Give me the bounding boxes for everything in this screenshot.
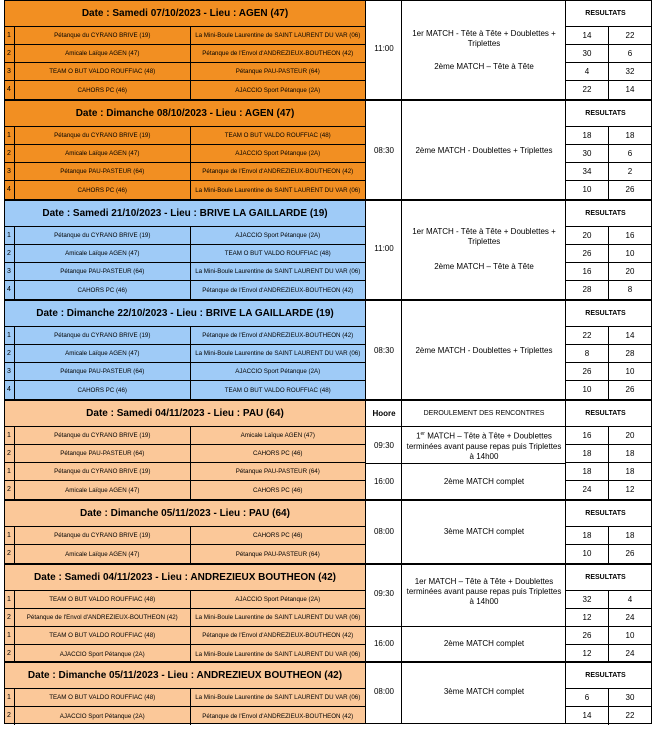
match-day-block: [4, 564, 652, 662]
home-team: Amicale Laïque AGEN (47): [15, 145, 191, 162]
schedule-panel: [366, 500, 566, 564]
home-team: AJACCIO Sport Pétanque (2A): [15, 645, 191, 663]
results-panel: [566, 400, 652, 500]
table-row: 1 TEAM O BUT VALDO ROUFFIAC (48) AJACCIO Sport Pétanque (2A): [5, 591, 365, 609]
score-row: 16 20: [566, 263, 651, 281]
away-team: La Mini-Boule Laurentine de SAINT LAURENT DU VAR (06): [195, 350, 361, 357]
home-team: TEAM O BUT VALDO ROUFFIAC (48): [15, 689, 191, 706]
score-row: 26 10: [566, 627, 651, 645]
results-panel: [566, 0, 652, 100]
table-row: 3 Pétanque PAU-PASTEUR (64) Pétanque de l'Envol d'ANDREZIEUX-BOUTHEON (42): [5, 163, 365, 181]
table-row: 4 CAHORS PC (46) AJACCIO Sport Pétanque (2A): [5, 81, 365, 99]
block-title: Date : Dimanche 05/11/2023 - Lieu : PAU (64): [5, 501, 365, 527]
match-day-block: [4, 662, 652, 724]
score-row: 28 8: [566, 281, 651, 299]
heure-header: Hoore: [372, 409, 396, 418]
score-row: 34 2: [566, 163, 651, 181]
score-row: 30 6: [566, 45, 651, 63]
table-row: 2 Amicale Laïque AGEN (47) La Mini-Boule Laurentine de SAINT LAURENT DU VAR (06): [5, 345, 365, 363]
away-team: TEAM O BUT VALDO ROUFFIAC (48): [224, 386, 331, 394]
away-team: La Mini-Boule Laurentine de SAINT LAURENT DU VAR (06): [195, 268, 361, 275]
results-panel: [566, 564, 652, 662]
results-header: RESULTATS: [566, 663, 651, 689]
away-team: Amicale Laïque AGEN (47): [240, 432, 315, 439]
schedule-panel: [366, 0, 566, 100]
score-row: 4 32: [566, 63, 651, 81]
score-row: 26 10: [566, 245, 651, 263]
match-day-block: [4, 0, 652, 100]
results-panel: [566, 662, 652, 724]
score-row: 12 24: [566, 609, 651, 627]
away-team: Pétanque de l'Envol d'ANDREZIEUX-BOUTHEON (42): [202, 168, 354, 175]
score-row: 18 18: [566, 527, 651, 545]
away-team: Pétanque de l'Envol d'ANDREZIEUX-BOUTHEON (42): [202, 286, 354, 294]
score-row: 26 10: [566, 363, 651, 381]
table-row: 1 Pétanque du CYRANO BRIVE (19) CAHORS PC (46): [5, 527, 365, 545]
table-row: 4 CAHORS PC (46) TEAM O BUT VALDO ROUFFIAC (48): [5, 381, 365, 399]
results-panel: [566, 300, 652, 400]
table-row: 2 Amicale Laïque AGEN (47) AJACCIO Sport Pétanque (2A): [5, 145, 365, 163]
results-header: RESULTATS: [566, 101, 651, 127]
table-row: 4 CAHORS PC (46) La Mini-Boule Laurentine de SAINT LAURENT DU VAR (06): [5, 181, 365, 199]
home-team: AJACCIO Sport Pétanque (2A): [15, 707, 191, 725]
block-title: Date : Samedi 07/10/2023 - Lieu : AGEN (47): [5, 1, 365, 27]
match-time: 09:30: [373, 441, 395, 450]
fixtures-panel: [4, 662, 366, 724]
home-team: CAHORS PC (46): [15, 81, 191, 99]
table-row: 4 CAHORS PC (46) Pétanque de l'Envol d'ANDREZIEUX-BOUTHEON (42): [5, 281, 365, 299]
away-team: TEAM O BUT VALDO ROUFFIAC (48): [224, 132, 331, 139]
away-team: Pétanque de l'Envol d'ANDREZIEUX-BOUTHEON (42): [202, 50, 354, 57]
match-time: 08:30: [373, 346, 395, 355]
away-team: La Mini-Boule Laurentine de SAINT LAURENT DU VAR (06): [195, 186, 361, 194]
table-row: 1 Pétanque du CYRANO BRIVE (19) La Mini-Boule Laurentine de SAINT LAURENT DU VAR (06): [5, 27, 365, 45]
match-description: 1er MATCH - Tête à Tête + Doublettes + Triplettes: [412, 29, 556, 48]
home-team: Amicale Laïque AGEN (47): [15, 545, 191, 563]
schedule-panel: [366, 564, 566, 662]
table-row: 2 AJACCIO Sport Pétanque (2A) La Mini-Boule Laurentine de SAINT LAURENT DU VAR (06): [5, 645, 365, 663]
results-header: RESULTATS: [566, 1, 651, 27]
table-row: 1 TEAM O BUT VALDO ROUFFIAC (48) Pétanque de l'Envol d'ANDREZIEUX-BOUTHEON (42): [5, 627, 365, 645]
home-team: Amicale Laïque AGEN (47): [15, 45, 191, 62]
score-row: 22 14: [566, 327, 651, 345]
block-title: Date : Samedi 04/11/2023 - Lieu : ANDREZIEUX BOUTHEON (42): [5, 565, 365, 591]
table-row: 2 Pétanque de l'Envol d'ANDREZIEUX-BOUTHEON (42) La Mini-Boule Laurentine de SAINT LAURENT DU VAR (06): [5, 609, 365, 627]
match-day-block: [4, 300, 652, 400]
match-time: 08:00: [373, 527, 395, 536]
home-team: Amicale Laïque AGEN (47): [15, 245, 191, 262]
home-team: Amicale Laïque AGEN (47): [15, 481, 191, 499]
table-row: 1 Pétanque du CYRANO BRIVE (19) Pétanque de l'Envol d'ANDREZIEUX-BOUTHEON (42): [5, 327, 365, 345]
score-row: 10 26: [566, 381, 651, 399]
score-row: 6 30: [566, 689, 651, 707]
deroulement-header: DEROULEMENT DES RENCONTRES: [423, 410, 545, 417]
schedule-panel: [366, 100, 566, 200]
table-row: 1 TEAM O BUT VALDO ROUFFIAC (48) La Mini-Boule Laurentine de SAINT LAURENT DU VAR (06): [5, 689, 365, 707]
score-row: 18 18: [566, 127, 651, 145]
score-row: 24 12: [566, 481, 651, 499]
away-team: AJACCIO Sport Pétanque (2A): [235, 368, 321, 375]
home-team: TEAM O BUT VALDO ROUFFIAC (48): [15, 591, 191, 608]
match-description: 2ème MATCH - Doublettes + Triplettes: [415, 346, 553, 355]
block-title: Date : Dimanche 22/10/2023 - Lieu : BRIVE LA GAILLARDE (19): [5, 301, 365, 327]
match-description: 2ème MATCH – Tête à Tête: [434, 262, 534, 271]
match-time: 11:00: [374, 244, 394, 253]
home-team: Pétanque du CYRANO BRIVE (19): [15, 527, 191, 544]
away-team: CAHORS PC (46): [252, 450, 303, 457]
match-day-block: [4, 500, 652, 564]
match-description: 2ème MATCH complet: [443, 477, 525, 486]
table-row: 1 Pétanque du CYRANO BRIVE (19) TEAM O BUT VALDO ROUFFIAC (48): [5, 127, 365, 145]
table-row: 2 Pétanque PAU-PASTEUR (64) CAHORS PC (46): [5, 445, 365, 463]
match-description: 1er MATCH – Tête à Tête + Doublettes terminées avant pause repas puis Triplettes à 14h00: [406, 431, 562, 461]
home-team: Pétanque PAU-PASTEUR (64): [15, 263, 191, 280]
home-team: Pétanque du CYRANO BRIVE (19): [15, 327, 191, 344]
match-description: 1er MATCH – Tête à Tête + Doublettes terminées avant pause repas puis Triplettes à 14h00: [406, 577, 562, 606]
results-header: RESULTATS: [566, 201, 651, 227]
match-time: 11:00: [374, 44, 394, 53]
results-panel: [566, 200, 652, 300]
table-row: 2 Amicale Laïque AGEN (47) CAHORS PC (46): [5, 481, 365, 499]
home-team: Pétanque PAU-PASTEUR (64): [15, 363, 191, 380]
fixtures-panel: [4, 200, 366, 300]
home-team: Amicale Laïque AGEN (47): [15, 345, 191, 362]
schedule-panel: [366, 300, 566, 400]
match-time: 08:00: [373, 687, 395, 696]
away-team: AJACCIO Sport Pétanque (2A): [235, 232, 321, 239]
table-row: 1 Pétanque du CYRANO BRIVE (19) Amicale Laïque AGEN (47): [5, 427, 365, 445]
match-time: 09:30: [373, 589, 395, 598]
score-row: 22 14: [566, 81, 651, 99]
home-team: TEAM O BUT VALDO ROUFFIAC (48): [15, 627, 191, 644]
home-team: TEAM O BUT VALDO ROUFFIAC (48): [15, 63, 191, 80]
away-team: Pétanque PAU-PASTEUR (64): [235, 68, 320, 75]
home-team: Pétanque de l'Envol d'ANDREZIEUX-BOUTHEON (42): [15, 609, 191, 626]
table-row: 3 Pétanque PAU-PASTEUR (64) AJACCIO Sport Pétanque (2A): [5, 363, 365, 381]
block-title: Date : Dimanche 08/10/2023 - Lieu : AGEN (47): [5, 101, 365, 127]
results-header: RESULTATS: [566, 565, 651, 591]
table-row: 3 Pétanque PAU-PASTEUR (64) La Mini-Boule Laurentine de SAINT LAURENT DU VAR (06): [5, 263, 365, 281]
score-row: 10 26: [566, 181, 651, 199]
match-description: 2ème MATCH - Doublettes + Triplettes: [415, 146, 553, 155]
block-title: Date : Samedi 21/10/2023 - Lieu : BRIVE LA GAILLARDE (19): [5, 201, 365, 227]
home-team: Pétanque du CYRANO BRIVE (19): [15, 27, 191, 44]
home-team: CAHORS PC (46): [15, 381, 191, 399]
results-panel: [566, 500, 652, 564]
away-team: Pétanque PAU-PASTEUR (64): [235, 550, 320, 558]
away-team: AJACCIO Sport Pétanque (2A): [235, 596, 321, 603]
score-row: 32 4: [566, 591, 651, 609]
fixtures-panel: [4, 0, 366, 100]
away-team: Pétanque PAU-PASTEUR (64): [235, 468, 320, 475]
fixtures-panel: [4, 400, 366, 500]
away-team: Pétanque de l'Envol d'ANDREZIEUX-BOUTHEON (42): [202, 712, 354, 720]
results-header: RESULTATS: [566, 401, 651, 427]
block-title: Date : Dimanche 05/11/2023 - Lieu : ANDREZIEUX BOUTHEON (42): [5, 663, 365, 689]
table-row: 1 Pétanque du CYRANO BRIVE (19) Pétanque PAU-PASTEUR (64): [5, 463, 365, 481]
home-team: Pétanque du CYRANO BRIVE (19): [15, 463, 191, 480]
score-row: 18 18: [566, 463, 651, 481]
results-panel: [566, 100, 652, 200]
fixtures-panel: [4, 500, 366, 564]
results-header: RESULTATS: [566, 501, 651, 527]
fixtures-panel: [4, 100, 366, 200]
match-time: 08:30: [373, 146, 395, 155]
away-team: Pétanque de l'Envol d'ANDREZIEUX-BOUTHEON (42): [202, 632, 354, 639]
match-day-block: [4, 400, 652, 500]
match-description: 2ème MATCH – Tête à Tête: [434, 62, 534, 71]
away-team: Pétanque de l'Envol d'ANDREZIEUX-BOUTHEON (42): [202, 332, 354, 339]
home-team: Pétanque du CYRANO BRIVE (19): [15, 427, 191, 444]
fixtures-panel: [4, 300, 366, 400]
score-row: 12 24: [566, 645, 651, 663]
match-description: 2ème MATCH complet: [443, 639, 525, 648]
schedule-panel: [366, 200, 566, 300]
fixtures-panel: [4, 564, 366, 662]
away-team: La Mini-Boule Laurentine de SAINT LAURENT DU VAR (06): [195, 650, 361, 658]
match-description: 3ème MATCH complet: [443, 687, 525, 696]
table-row: 3 TEAM O BUT VALDO ROUFFIAC (48) Pétanque PAU-PASTEUR (64): [5, 63, 365, 81]
away-team: AJACCIO Sport Pétanque (2A): [235, 150, 321, 157]
home-team: Pétanque PAU-PASTEUR (64): [15, 163, 191, 180]
match-description: 1er MATCH - Tête à Tête + Doublettes + Triplettes: [412, 227, 556, 246]
match-time: 16:00: [373, 639, 395, 648]
table-row: 2 Amicale Laïque AGEN (47) Pétanque de l'Envol d'ANDREZIEUX-BOUTHEON (42): [5, 45, 365, 63]
match-time: 16:00: [373, 477, 395, 486]
home-team: Pétanque PAU-PASTEUR (64): [15, 445, 191, 462]
score-row: 30 6: [566, 145, 651, 163]
table-row: 2 AJACCIO Sport Pétanque (2A) Pétanque de l'Envol d'ANDREZIEUX-BOUTHEON (42): [5, 707, 365, 725]
away-team: CAHORS PC (46): [252, 486, 303, 494]
score-row: 8 28: [566, 345, 651, 363]
away-team: La Mini-Boule Laurentine de SAINT LAURENT DU VAR (06): [195, 614, 361, 621]
score-row: 20 16: [566, 227, 651, 245]
away-team: AJACCIO Sport Pétanque (2A): [235, 86, 321, 94]
match-day-block: [4, 200, 652, 300]
score-row: 16 20: [566, 427, 651, 445]
home-team: Pétanque du CYRANO BRIVE (19): [15, 127, 191, 144]
schedule-panel: [366, 400, 566, 500]
home-team: CAHORS PC (46): [15, 281, 191, 299]
score-row: 18 18: [566, 445, 651, 463]
match-description: 3ème MATCH complet: [443, 527, 525, 536]
table-row: 1 Pétanque du CYRANO BRIVE (19) AJACCIO Sport Pétanque (2A): [5, 227, 365, 245]
table-row: 2 Amicale Laïque AGEN (47) Pétanque PAU-PASTEUR (64): [5, 545, 365, 563]
score-row: 10 26: [566, 545, 651, 563]
block-title: Date : Samedi 04/11/2023 - Lieu : PAU (64): [5, 401, 365, 427]
table-row: 2 Amicale Laïque AGEN (47) TEAM O BUT VALDO ROUFFIAC (48): [5, 245, 365, 263]
home-team: Pétanque du CYRANO BRIVE (19): [15, 227, 191, 244]
results-header: RESULTATS: [566, 301, 651, 327]
away-team: TEAM O BUT VALDO ROUFFIAC (48): [224, 250, 331, 257]
away-team: CAHORS PC (46): [252, 532, 303, 539]
score-row: 14 22: [566, 707, 651, 725]
schedule-panel: [366, 662, 566, 724]
score-row: 14 22: [566, 27, 651, 45]
away-team: La Mini-Boule Laurentine de SAINT LAURENT DU VAR (06): [195, 694, 361, 701]
away-team: La Mini-Boule Laurentine de SAINT LAURENT DU VAR (06): [195, 32, 361, 39]
match-day-block: [4, 100, 652, 200]
home-team: CAHORS PC (46): [15, 181, 191, 199]
